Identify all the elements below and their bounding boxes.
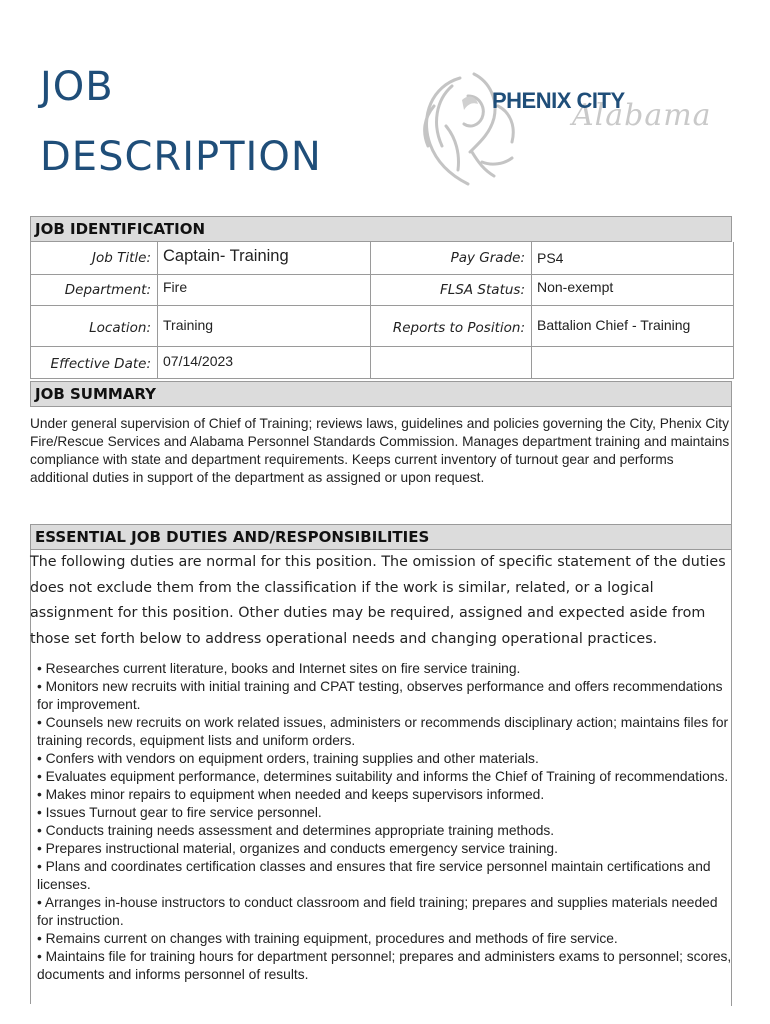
department-label: Department: <box>64 282 151 298</box>
list-item: • Maintains file for training hours for department personnel; prepares and administers exams to personnel; scores, documents and informs personnel of results. <box>37 949 732 982</box>
effective-date-label: Effective Date: <box>50 356 151 372</box>
row-job-title <box>31 242 733 275</box>
job-title-value: Captain- Training <box>157 242 371 274</box>
list-item: • Makes minor repairs to equipment when needed and keeps supervisors informed. <box>37 787 545 802</box>
row-department <box>31 275 733 306</box>
title-line-2: DESCRIPTION <box>40 134 322 180</box>
list-item: • Researches current literature, books and Internet sites on fire service training. <box>37 661 521 676</box>
list-item: • Remains current on changes with training equipment, procedures and methods of fire service. <box>37 931 618 946</box>
list-item: • Issues Turnout gear to fire service personnel. <box>37 805 322 820</box>
list-item: • Confers with vendors on equipment orders, training supplies and other materials. <box>37 751 539 766</box>
logo-city-name: PHENIX CITY <box>492 88 625 113</box>
list-item: • Plans and coordinates certification classes and ensures that fire service personnel maintain certifications and licenses. <box>37 859 711 892</box>
reports-to-value: Battalion Chief - Training <box>531 306 733 346</box>
location-label: Location: <box>89 320 151 336</box>
list-item: • Monitors new recruits with initial training and CPAT testing, observes performance and offers recommendations for improvement. <box>37 679 723 712</box>
pay-grade-value: PS4 <box>531 242 733 274</box>
duties-intro-text: The following duties are normal for this position. The omission of specific statement of the duties does not exclude them from the classification if the work is similar, related, or a logical assignment for this position. Other duties may be required, assigned and expected aside from those set forth below to address operational needs and changing operational practices. <box>30 554 726 647</box>
duties-heading: ESSENTIAL JOB DUTIES AND/RESPONSIBILITIES <box>30 524 732 550</box>
flsa-value: Non-exempt <box>531 275 733 305</box>
location-value: Training <box>157 306 371 346</box>
department-value: Fire <box>157 275 371 305</box>
list-item: • Counsels new recruits on work related issues, administers or recommends disciplinary action; maintains files for training records, equipment lists and uniform orders. <box>37 715 729 748</box>
list-item: • Prepares instructional material, organizes and conducts emergency service training. <box>37 841 558 856</box>
row-effective-date <box>31 347 733 379</box>
logo-script-text: Alabama <box>572 98 712 133</box>
title-line-1: JOB <box>40 64 114 110</box>
reports-to-label: Reports to Position: <box>392 320 525 336</box>
job-summary-heading: JOB SUMMARY <box>30 381 732 407</box>
job-summary-text: Under general supervision of Chief of Training; reviews laws, guidelines and policies governing the City, Phenix City Fire/Rescue Services and Alabama Personnel Standards Commission. Manages department training and maintains compliance with state and department requirements. Keeps current inventory of turnout gear and performs additional duties in support of the department as assigned or upon request. <box>30 416 730 485</box>
list-item: • Conducts training needs assessment and determines appropriate training methods. <box>37 823 555 838</box>
pay-grade-label: Pay Grade: <box>450 250 525 266</box>
empty-cell <box>531 347 733 378</box>
list-item: • Evaluates equipment performance, determines suitability and informs the Chief of Training of recommendations. <box>37 769 729 784</box>
job-identification-table <box>30 242 734 379</box>
job-identification-heading: JOB IDENTIFICATION <box>30 216 732 242</box>
row-location <box>31 306 733 347</box>
page-title <box>40 52 322 192</box>
duties-list <box>37 660 737 984</box>
flsa-label: FLSA Status: <box>440 282 525 298</box>
effective-date-value: 07/14/2023 <box>157 347 371 378</box>
list-item: • Arranges in-house instructors to conduct classroom and field training; prepares and supplies materials needed for instruction. <box>37 895 718 928</box>
job-title-label: Job Title: <box>92 250 151 266</box>
